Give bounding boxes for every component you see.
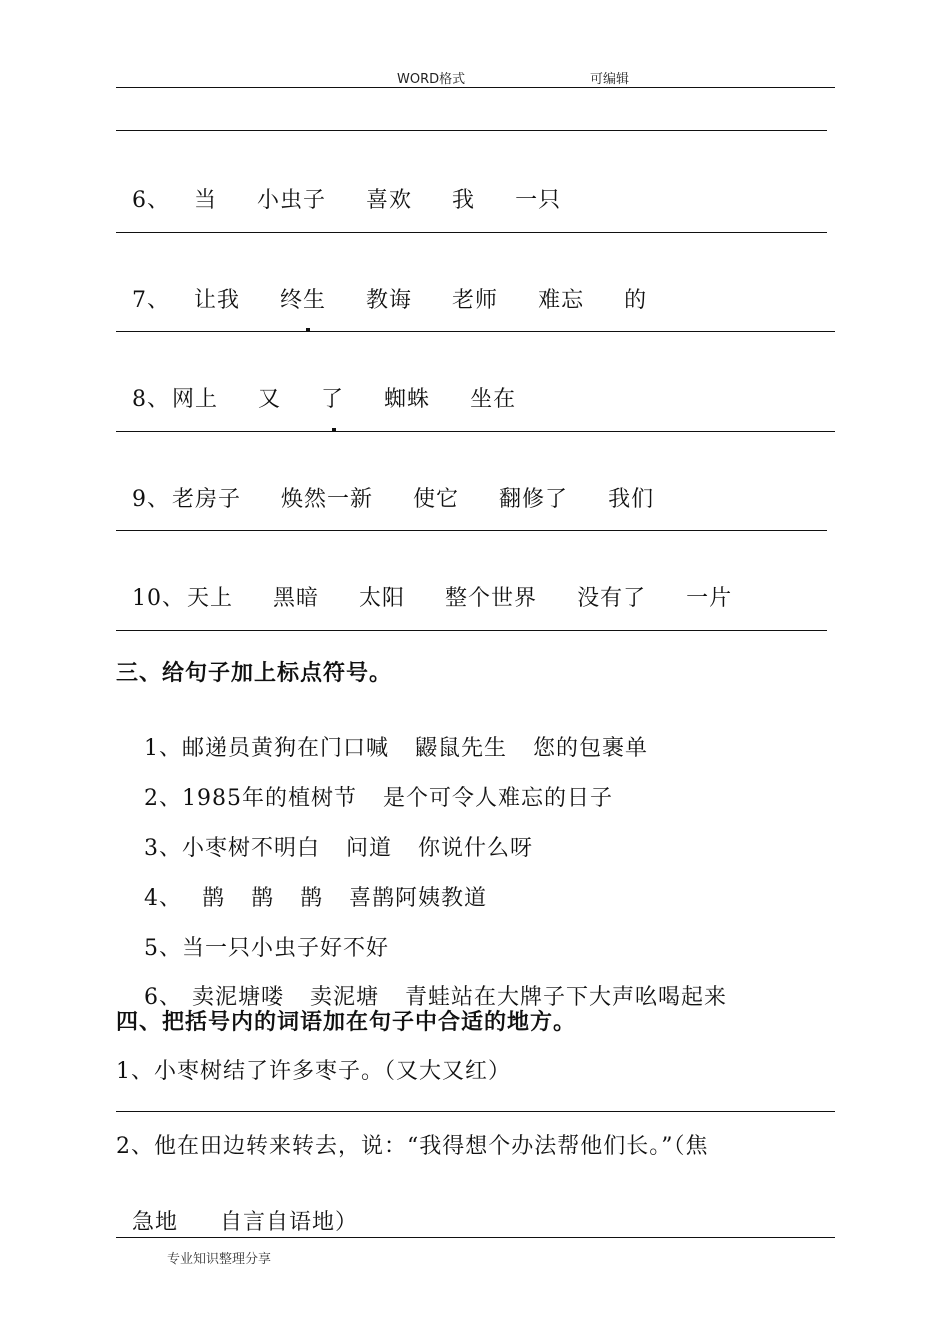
answer-line: [116, 1237, 835, 1238]
item-text: 卖泥塘喽: [192, 985, 285, 1010]
punctuation-item-1: [128, 706, 648, 762]
punctuation-item-4: [128, 856, 487, 912]
answer-line: [116, 331, 835, 332]
question-number: 10、: [132, 586, 185, 611]
word-chip: 翻修了: [499, 487, 569, 512]
insert-question-2-line-2: [116, 1180, 358, 1236]
item-text: 问道: [346, 836, 393, 861]
word-chip: 教诲: [366, 288, 413, 313]
answer-line: [116, 1111, 835, 1112]
item-text: 当一只小虫子好不好: [182, 936, 390, 961]
item-text: 青蛙站在大牌子下大声吆喝起来: [405, 985, 728, 1010]
word-chip: 黑暗: [273, 586, 320, 611]
item-number: 4、: [144, 886, 182, 911]
option-text: 急地: [132, 1210, 179, 1235]
word-chip: 老师: [452, 288, 499, 313]
item-number: 6、: [144, 985, 182, 1010]
item-text: 鹊: [202, 886, 226, 911]
word-chip: 老房子: [172, 487, 242, 512]
word-chip: 当: [194, 188, 218, 213]
header-right: 可编辑: [590, 72, 630, 87]
item-text: 是个可令人难忘的日子: [383, 786, 614, 811]
punctuation-item-5: [128, 906, 389, 962]
item-number: 5、: [144, 936, 182, 961]
punctuation-item-6: [128, 955, 727, 1011]
punctuation-item-3: [128, 806, 533, 862]
question-number: 8、: [132, 387, 170, 412]
word-chip: 小虫子: [257, 188, 327, 213]
line-mark: [306, 328, 310, 331]
word-chip: 我们: [608, 487, 655, 512]
reorder-question-7: [116, 258, 647, 314]
insert-question-1: 1、小枣树结了许多枣子。（又大又红）: [116, 1059, 511, 1084]
answer-line: [116, 431, 835, 432]
item-number: 1、: [144, 736, 182, 761]
line-mark: [332, 428, 336, 431]
punctuation-item-2: [128, 756, 613, 812]
item-text: 鹊: [300, 886, 324, 911]
answer-line: [116, 530, 827, 531]
section-4-title: 四、把括号内的词语加在句子中合适的地方。: [116, 1009, 577, 1035]
word-chip: 让我: [194, 288, 241, 313]
word-chip: 难忘: [538, 288, 585, 313]
header-left: WORD格式: [397, 72, 466, 87]
word-chip: 没有了: [577, 586, 647, 611]
question-number: 7、: [132, 288, 170, 313]
answer-line: [116, 232, 827, 233]
word-chip: 终生: [280, 288, 327, 313]
footer-text: 专业知识整理分享: [167, 1252, 272, 1267]
reorder-question-8: [116, 357, 516, 413]
word-chip: 的: [624, 288, 648, 313]
word-chip: 焕然一新: [281, 487, 374, 512]
reorder-question-6: [116, 158, 561, 214]
word-chip: 了: [321, 387, 345, 412]
word-chip: 坐在: [470, 387, 517, 412]
item-text: 鼹鼠先生: [415, 736, 508, 761]
header-rule: [116, 87, 835, 88]
answer-line: [116, 630, 827, 631]
item-text: 小枣树不明白: [182, 836, 321, 861]
item-text: 邮递员黄狗在门口喊: [182, 736, 390, 761]
word-chip: 喜欢: [366, 188, 413, 213]
word-chip: 太阳: [359, 586, 406, 611]
word-chip: 又: [258, 387, 282, 412]
answer-line: [116, 130, 827, 131]
item-text: 你说什么呀: [418, 836, 534, 861]
item-number: 3、: [144, 836, 182, 861]
option-text: 自言自语地）: [220, 1210, 359, 1235]
word-chip: 蜘蛛: [384, 387, 431, 412]
word-chip: 使它: [413, 487, 460, 512]
item-text: 卖泥塘: [310, 985, 380, 1010]
word-chip: 整个世界: [445, 586, 538, 611]
item-text: 您的包裹单: [533, 736, 649, 761]
item-text: 喜鹊阿姨教道: [349, 886, 488, 911]
question-number: 6、: [132, 188, 170, 213]
section-3-title: 三、给句子加上标点符号。: [116, 660, 393, 686]
item-text: 鹊: [251, 886, 275, 911]
reorder-question-10: [116, 556, 732, 612]
word-chip: 一片: [686, 586, 733, 611]
word-chip: 我: [452, 188, 476, 213]
reorder-question-9: [116, 457, 654, 513]
insert-question-2-line-1: 2、他在田边转来转去，说：“我得想个办法帮他们长。”（焦: [116, 1134, 709, 1159]
word-chip: 网上: [172, 387, 219, 412]
word-chip: 天上: [187, 586, 234, 611]
item-number: 2、: [144, 786, 182, 811]
item-text: 1985年的植树节: [182, 786, 357, 811]
question-number: 9、: [132, 487, 170, 512]
word-chip: 一只: [515, 188, 562, 213]
